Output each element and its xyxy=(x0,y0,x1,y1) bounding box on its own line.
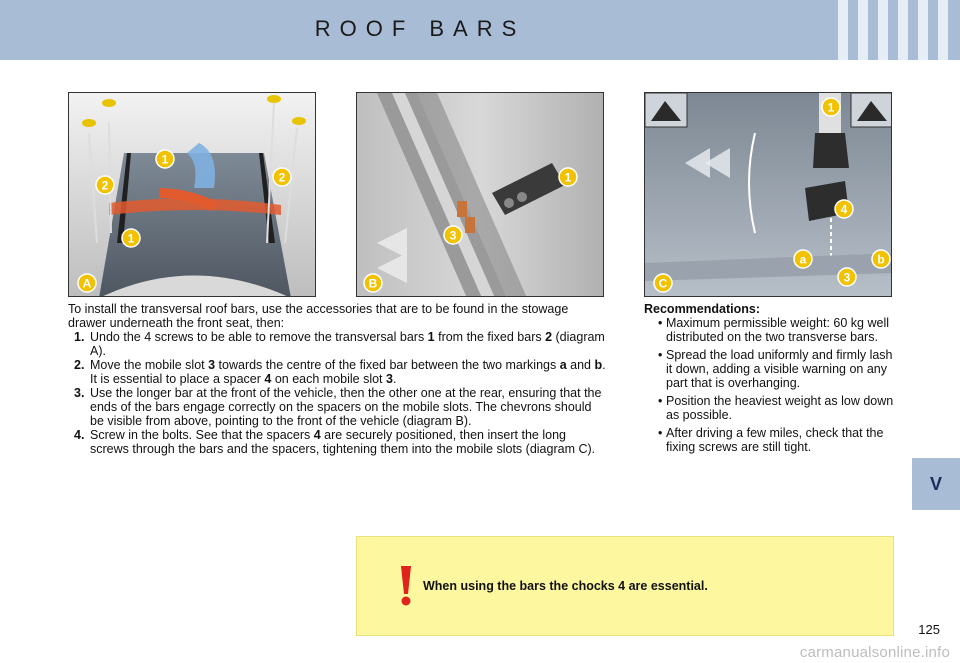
header-stripes xyxy=(838,0,960,60)
page-number: 125 xyxy=(918,622,940,637)
svg-text:1: 1 xyxy=(161,152,169,167)
step-item: 1. Undo the 4 screws to be able to remove the transversal bars 1 from the fixed bars 2 (diagram A). xyxy=(74,330,605,358)
svg-text:4: 4 xyxy=(840,202,848,217)
svg-text:3: 3 xyxy=(449,228,457,243)
callout-badge xyxy=(822,98,840,116)
recommendation-item: • Spread the load uniformly and firmly lash it down, adding a visible warning on any part that is overhanging. xyxy=(658,348,893,390)
callout-badge xyxy=(838,268,856,286)
callout-badge xyxy=(872,250,890,268)
step-item: 3. Use the longer bar at the front of the vehicle, then the other one at the rear, ensuring that the ends of the bars engage correctly on the spacers on the mobile slots. The chevrons should be visible from above, pointing to the front of the vehicle (diagram B). xyxy=(74,386,602,428)
diagram-c xyxy=(644,92,892,297)
diagram-a xyxy=(68,92,316,297)
svg-text:B: B xyxy=(368,276,378,291)
recommendations-title: Recommendations: xyxy=(644,302,760,316)
diagram-b xyxy=(356,92,604,297)
warning-box xyxy=(356,536,894,636)
callout-badge xyxy=(794,250,812,268)
callout-badge xyxy=(559,168,577,186)
callout-badge xyxy=(444,226,462,244)
section-tab: V xyxy=(912,458,960,510)
svg-text:C: C xyxy=(658,276,668,291)
steps-list xyxy=(68,330,608,456)
page-header xyxy=(0,0,960,60)
diagram-letter xyxy=(78,274,96,292)
diagram-letter xyxy=(364,274,382,292)
callout-badge xyxy=(122,229,140,247)
recommendations-list xyxy=(644,316,894,454)
svg-text:a: a xyxy=(799,252,807,267)
svg-text:1: 1 xyxy=(827,100,835,115)
recommendation-item: • After driving a few miles, check that the fixing screws are still tight. xyxy=(658,426,884,454)
step-item: 4. Screw in the bolts. See that the spacers 4 are securely positioned, then insert the long screws through the bars and the spacers, tightening them into the mobile slots (diagram C). xyxy=(74,428,596,456)
svg-text:3: 3 xyxy=(843,270,851,285)
svg-text:1: 1 xyxy=(564,170,572,185)
callout-badge xyxy=(96,176,114,194)
diagram-letter xyxy=(654,274,672,292)
callout-badge xyxy=(835,200,853,218)
svg-text:A: A xyxy=(82,276,92,291)
recommendation-item: • Position the heaviest weight as low down as possible. xyxy=(658,394,894,422)
svg-text:2: 2 xyxy=(101,178,109,193)
exclamation-warning-icon xyxy=(393,566,419,606)
callout-badge xyxy=(273,168,291,186)
recommendations xyxy=(644,302,894,458)
callout-badge xyxy=(156,150,174,168)
installation-instructions xyxy=(68,302,608,456)
warning-text: When using the bars the chocks 4 are essential. xyxy=(423,579,708,593)
intro-paragraph: To install the transversal roof bars, use the accessories that are to be found in the stowage drawer underneath the front seat, then: xyxy=(68,302,569,330)
svg-text:2: 2 xyxy=(278,170,286,185)
recommendation-item: • Maximum permissible weight: 60 kg well distributed on the two transverse bars. xyxy=(658,316,889,344)
svg-text:1: 1 xyxy=(127,231,135,246)
page-title: ROOF BARS xyxy=(314,16,526,41)
watermark: carmanualsonline.info xyxy=(799,644,950,661)
svg-text:b: b xyxy=(877,252,885,267)
step-item: 2. Move the mobile slot 3 towards the centre of the fixed bar between the two markings a and b. It is essential to place a spacer 4 on each mobile slot 3. xyxy=(74,358,606,386)
